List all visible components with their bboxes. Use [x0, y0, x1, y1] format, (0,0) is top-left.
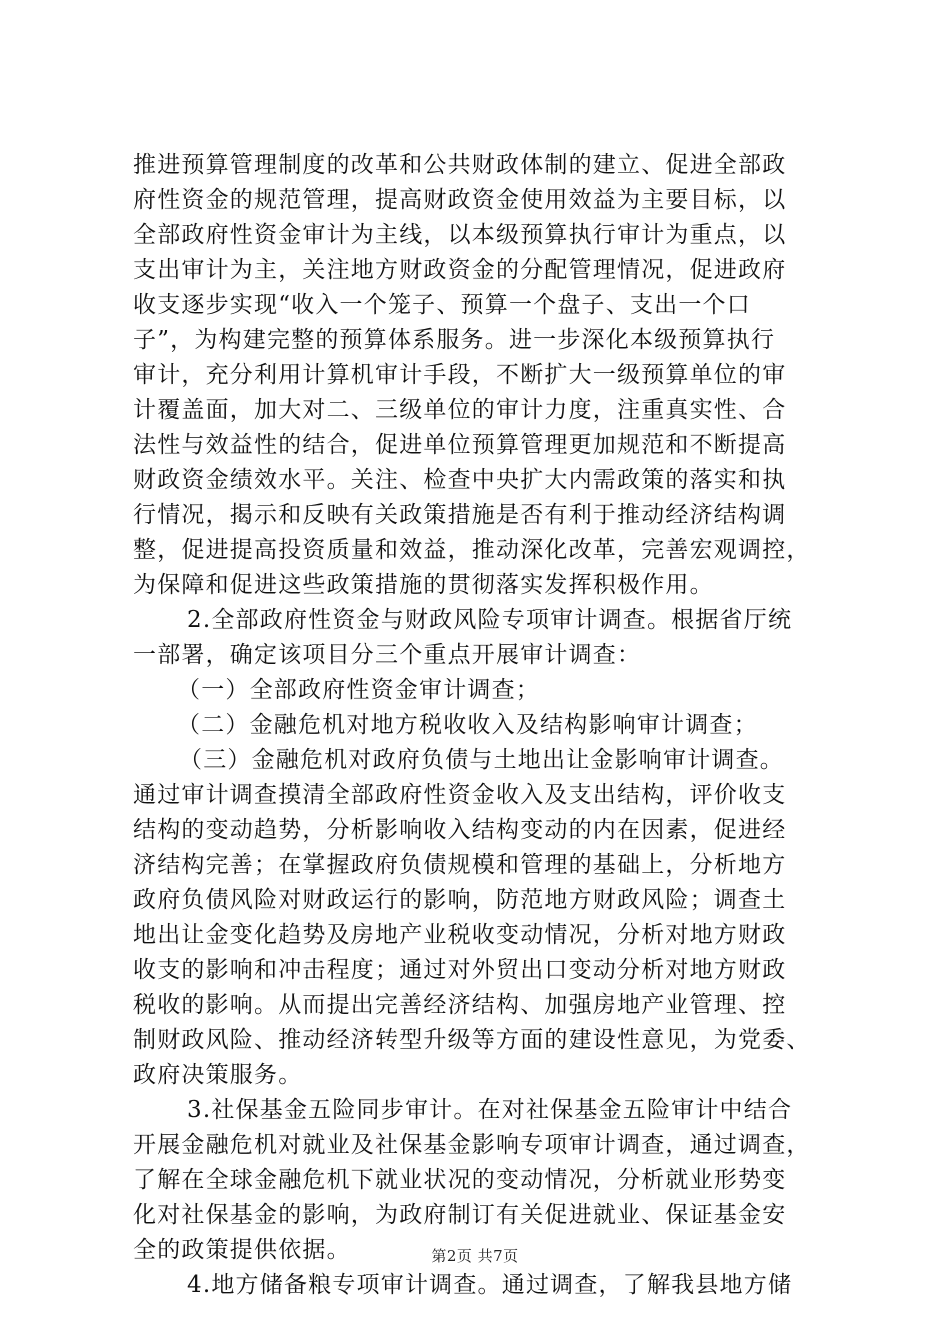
text-line: 府性资金的规范管理，提高财政资金使用效益为主要目标，以 [133, 187, 787, 213]
text-line: 审计，充分利用计算机审计手段，不断扩大一级预算单位的审 [133, 362, 787, 388]
sub-item-1: （一）全部政府性资金审计调查； [177, 677, 540, 703]
sub-item-3: （三）金融危机对政府负债与土地出让金影响审计调查。 [179, 747, 784, 773]
sub-item-2: （二）金融危机对地方税收收入及结构影响审计调查； [177, 712, 758, 738]
text-line: 政府负债风险对财政运行的影响，防范地方财政风险；调查土 [133, 887, 787, 913]
text-line: 整，促进提高投资质量和效益，推动深化改革，完善宏观调控， [133, 537, 811, 563]
text-line: 为保障和促进这些政策措施的贯彻落实发挥积极作用。 [133, 572, 714, 598]
page-number-label: 第2页 共7页 [431, 1247, 519, 1265]
text-line: 行情况，揭示和反映有关政策措施是否有利于推动经济结构调 [133, 502, 787, 528]
section-heading-4: 4.地方储备粮专项审计调查。通过调查，了解我县地方储 [187, 1272, 793, 1298]
text-line: 结构的变动趋势，分析影响收入结构变动的内在因素，促进经 [133, 817, 787, 843]
text-line: 收支逐步实现“收入一个笼子、预算一个盘子、支出一个口 [133, 292, 751, 318]
text-line: 地出让金变化趋势及房地产业税收变动情况，分析对地方财政 [133, 922, 787, 948]
text-line: 全部政府性资金审计为主线，以本级预算执行审计为重点，以 [133, 222, 787, 248]
text-line: 税收的影响。从而提出完善经济结构、加强房地产业管理、控 [133, 992, 787, 1018]
text-line: 推进预算管理制度的改革和公共财政体制的建立、促进全部政 [133, 152, 787, 178]
section-heading-3: 3.社保基金五险同步审计。在对社保基金五险审计中结合 [187, 1097, 793, 1123]
page-footer [0, 1245, 950, 1266]
text-line: 了解在全球金融危机下就业状况的变动情况，分析就业形势变 [133, 1167, 787, 1193]
text-line: 法性与效益性的结合，促进单位预算管理更加规范和不断提高 [133, 432, 787, 458]
text-line: 财政资金绩效水平。关注、检查中央扩大内需政策的落实和执 [133, 467, 787, 493]
text-line: 制财政风险、推动经济转型升级等方面的建设性意见，为党委、 [133, 1027, 811, 1053]
text-line: 全的政策提供依据。 [133, 1237, 351, 1263]
text-line: 化对社保基金的影响，为政府制订有关促进就业、保证基金安 [133, 1202, 787, 1228]
text-line: 济结构完善；在掌握政府负债规模和管理的基础上，分析地方 [133, 852, 787, 878]
text-line: 计覆盖面，加大对二、三级单位的审计力度，注重真实性、合 [133, 397, 787, 423]
text-line: 支出审计为主，关注地方财政资金的分配管理情况，促进政府 [133, 257, 787, 283]
document-body [133, 148, 833, 1303]
text-line: 开展金融危机对就业及社保基金影响专项审计调查，通过调查， [133, 1132, 811, 1158]
section-heading-2: 2.全部政府性资金与财政风险专项审计调查。根据省厅统 [187, 607, 793, 633]
text-line: 一部署，确定该项目分三个重点开展审计调查： [133, 642, 642, 668]
text-line: 政府决策服务。 [133, 1062, 303, 1088]
text-line: 子”，为构建完整的预算体系服务。进一步深化本级预算执行 [133, 327, 776, 353]
text-line: 收支的影响和冲击程度；通过对外贸出口变动分析对地方财政 [133, 957, 787, 983]
text-line: 通过审计调查摸清全部政府性资金收入及支出结构，评价收支 [133, 782, 787, 808]
